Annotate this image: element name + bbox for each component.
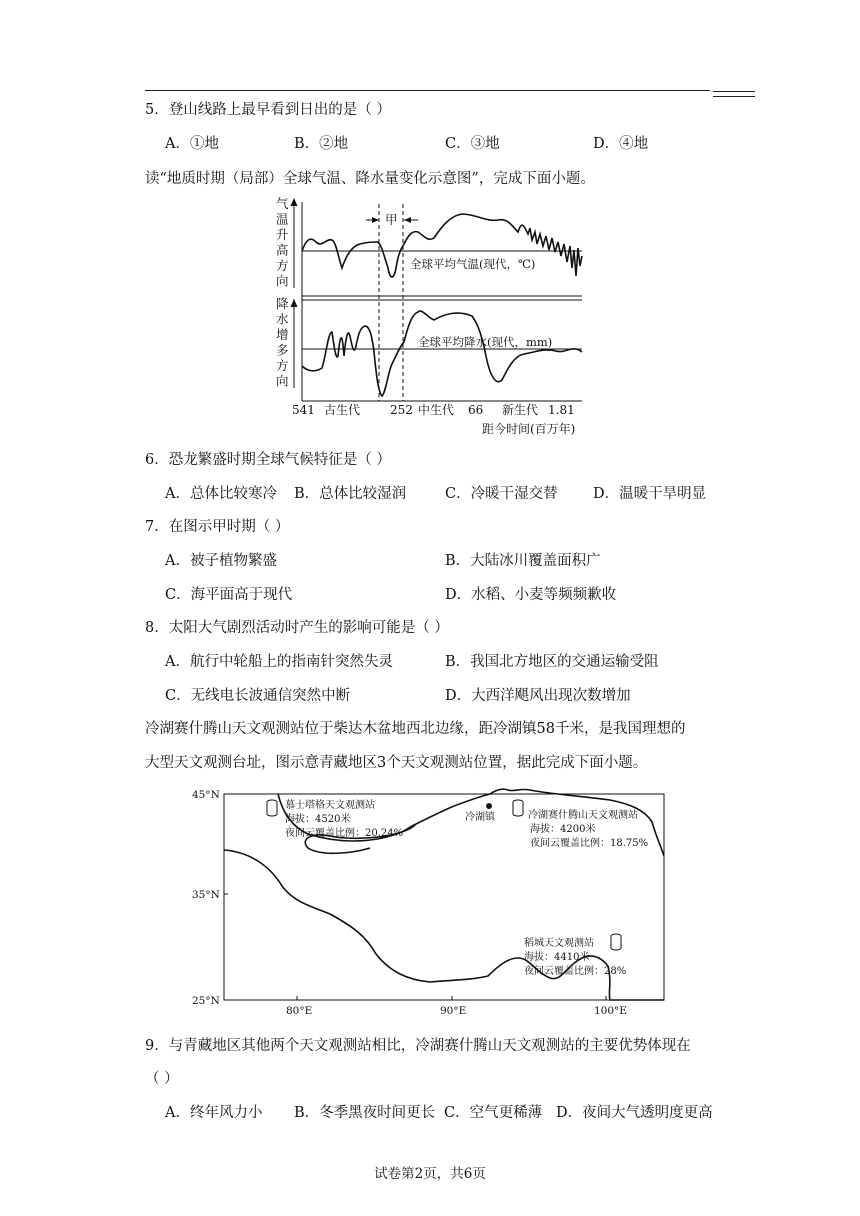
intro-map-line2: 大型天文观测台址，图示意青藏地区3个天文观测站位置，据此完成下面小题。 <box>145 755 648 771</box>
tick-paleozoic: 古生代 <box>324 403 361 417</box>
q5-option-d: D．④地 <box>593 136 649 152</box>
climate-figure <box>272 196 592 440</box>
intro-climate: 读“地质时期（局部）全球气温、降水量变化示意图”，完成下面小题。 <box>145 171 595 187</box>
tick-66: 66 <box>468 403 484 417</box>
q6-option-b: B．总体比较湿润 <box>294 486 407 502</box>
lenghu-town-label: 冷湖镇 <box>465 812 495 823</box>
y-label-precip <box>276 296 289 389</box>
station-daocheng <box>524 934 626 977</box>
q8-option-b: B．我国北方地区的交通运输受阻 <box>445 654 659 670</box>
q7-option-a: A．被子植物繁盛 <box>165 553 277 569</box>
q8-option-c: C．无线电长波通信突然中断 <box>165 688 351 704</box>
q9-option-c: C．空气更稀薄 <box>444 1105 543 1121</box>
map-figure <box>190 786 670 1016</box>
station-muztagh-alt: 海拔：4520米 <box>285 814 351 825</box>
y-label-temp <box>276 196 289 289</box>
q7-option-d: D．水稻、小麦等频频歉收 <box>445 587 617 603</box>
lat-35: 35°N <box>192 889 220 901</box>
tick-1.81: 1.81 <box>548 403 575 417</box>
station-saishiteng-name: 冷湖赛什腾山天文观测站 <box>528 810 638 821</box>
q8-option-a: A．航行中轮船上的指南针突然失灵 <box>165 654 393 670</box>
q6-stem: 6．恐龙繁盛时期全球气候特征是（ ） <box>145 452 391 468</box>
q9-option-d: D．夜间大气透明度更高 <box>556 1105 713 1121</box>
period-jia-label: 甲 <box>385 212 398 227</box>
station-saishiteng-alt: 海拔：4200米 <box>530 824 596 835</box>
tick-541: 541 <box>292 403 315 417</box>
station-daocheng-name: 稻城天文观测站 <box>524 938 594 949</box>
q7-option-c: C．海平面高于现代 <box>165 587 293 603</box>
q6-option-d: D．温暖干旱明显 <box>593 486 707 502</box>
q9-option-a: A．终年风力小 <box>165 1105 263 1121</box>
q6-option-a: A．总体比较寒冷 <box>165 486 277 502</box>
header-mark-2 <box>713 96 755 97</box>
station-daocheng-alt: 海拔：4410米 <box>524 952 590 963</box>
tick-mesozoic: 中生代 <box>418 403 455 417</box>
y-label-precip-text: 降水增多方向 <box>276 296 289 389</box>
q5-option-c: C．③地 <box>445 136 500 152</box>
q7-stem: 7．在图示甲时期（ ） <box>145 519 290 535</box>
q9-stem-line2: （ ） <box>145 1071 179 1087</box>
station-saishiteng-cloud: 夜间云覆盖比例：18.75% <box>530 838 649 849</box>
q5-option-b: B．②地 <box>294 136 349 152</box>
lon-80: 80°E <box>286 1005 313 1016</box>
temp-ref-label: 全球平均气温(现代，℃) <box>410 257 536 271</box>
precipitation-curve <box>302 311 582 396</box>
intro-map-line1: 冷湖赛什腾山天文观测站位于柴达木盆地西北边缘，距冷湖镇58千米，是我国理想的 <box>145 721 686 737</box>
header-mark-1 <box>713 91 755 92</box>
q5-option-a: A．①地 <box>165 136 219 152</box>
precip-ref-label: 全球平均降水(现代，mm) <box>418 335 553 349</box>
header-rule <box>145 90 710 91</box>
lat-45: 45°N <box>192 789 220 801</box>
lon-100: 100°E <box>594 1005 627 1016</box>
q9-option-b: B．冬季黑夜时间更长 <box>294 1105 436 1121</box>
x-axis-label: 距今时间(百万年) <box>482 422 576 436</box>
q8-stem: 8．太阳大气剧烈活动时产生的影响可能是（ ） <box>145 620 449 636</box>
lenghu-town-dot <box>486 803 492 809</box>
y-label-temp-text: 气温升高方向 <box>276 196 289 289</box>
q5-stem: 5．登山线路上最早看到日出的是（ ） <box>145 102 391 118</box>
q8-option-d: D．大西洋飓风出现次数增加 <box>445 688 631 704</box>
tick-252: 252 <box>390 403 413 417</box>
page-footer: 试卷第2页，共6页 <box>374 1166 486 1182</box>
station-muztagh-name: 慕士塔格天文观测站 <box>285 800 375 811</box>
station-daocheng-cloud: 夜间云覆盖比例：28% <box>524 966 627 977</box>
q6-option-c: C．冷暖干湿交替 <box>445 486 558 502</box>
lon-90: 90°E <box>440 1005 467 1016</box>
station-muztagh-cloud: 夜间云覆盖比例：20.24% <box>285 828 404 839</box>
station-muztagh <box>267 798 403 839</box>
station-saishiteng <box>513 800 648 849</box>
q7-option-b: B．大陆冰川覆盖面积广 <box>445 553 601 569</box>
q9-stem-line1: 9．与青藏地区其他两个天文观测站相比，冷湖赛什腾山天文观测站的主要优势体现在 <box>145 1038 691 1054</box>
lat-25: 25°N <box>192 995 220 1007</box>
south-boundary <box>224 850 664 1000</box>
tick-cenozoic: 新生代 <box>502 403 539 417</box>
